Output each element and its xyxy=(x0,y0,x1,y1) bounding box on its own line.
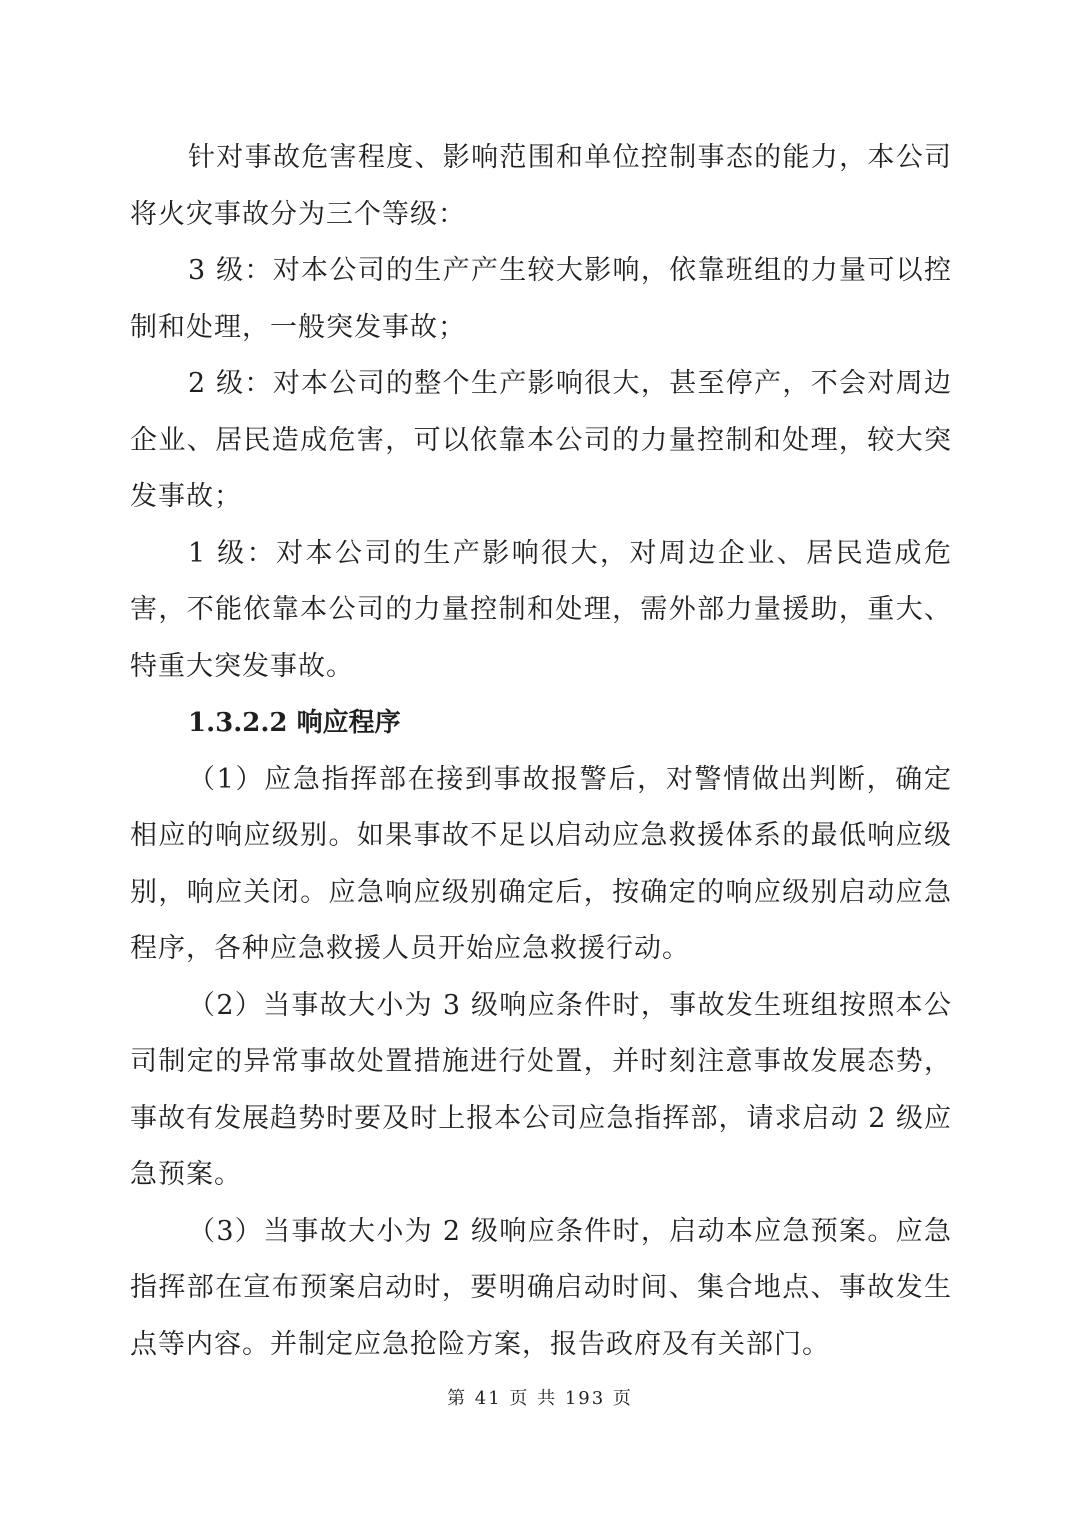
paragraph-level-3: 3 级：对本公司的生产产生较大影响，依靠班组的力量可以控制和处理，一般突发事故； xyxy=(130,255,952,343)
page-number-footer: 第 41 页 共 193 页 xyxy=(447,1388,633,1409)
paragraph-response-1: （1）应急指挥部在接到事故报警后，对警情做出判断，确定相应的响应级别。如果事故不足以启动应急救援体系的最低响应级别，响应关闭。应急响应级别确定后，按确定的响应级别启动应急程序，各种应急救援人员开始应急救援行动。 xyxy=(130,763,952,964)
section-heading: 1.3.2.2 响应程序 xyxy=(188,708,401,738)
paragraph-level-1: 1 级：对本公司的生产影响很大，对周边企业、居民造成危害，不能依靠本公司的力量控制和处理，需外部力量援助，重大、特重大突发事故。 xyxy=(130,537,952,682)
paragraph-level-2: 2 级：对本公司的整个生产影响很大，甚至停产，不会对周边企业、居民造成危害，可以依靠本公司的力量控制和处理，较大突发事故； xyxy=(130,368,952,512)
paragraph-response-3: （3）当事故大小为 2 级响应条件时，启动本应急预案。应急指挥部在宣布预案启动时，要明确启动时间、集合地点、事故发生点等内容。并制定应急抢险方案，报告政府及有关部门。 xyxy=(130,1215,952,1360)
paragraph-intro: 针对事故危害程度、影响范围和单位控制事态的能力，本公司将火灾事故分为三个等级： xyxy=(130,142,952,230)
paragraph-response-2: （2）当事故大小为 3 级响应条件时，事故发生班组按照本公司制定的异常事故处置措施进行处置，并时刻注意事故发展态势，事故有发展趋势时要及时上报本公司应急指挥部，请求启动 2 级应急预案。 xyxy=(130,989,952,1190)
document-body xyxy=(130,130,952,1373)
